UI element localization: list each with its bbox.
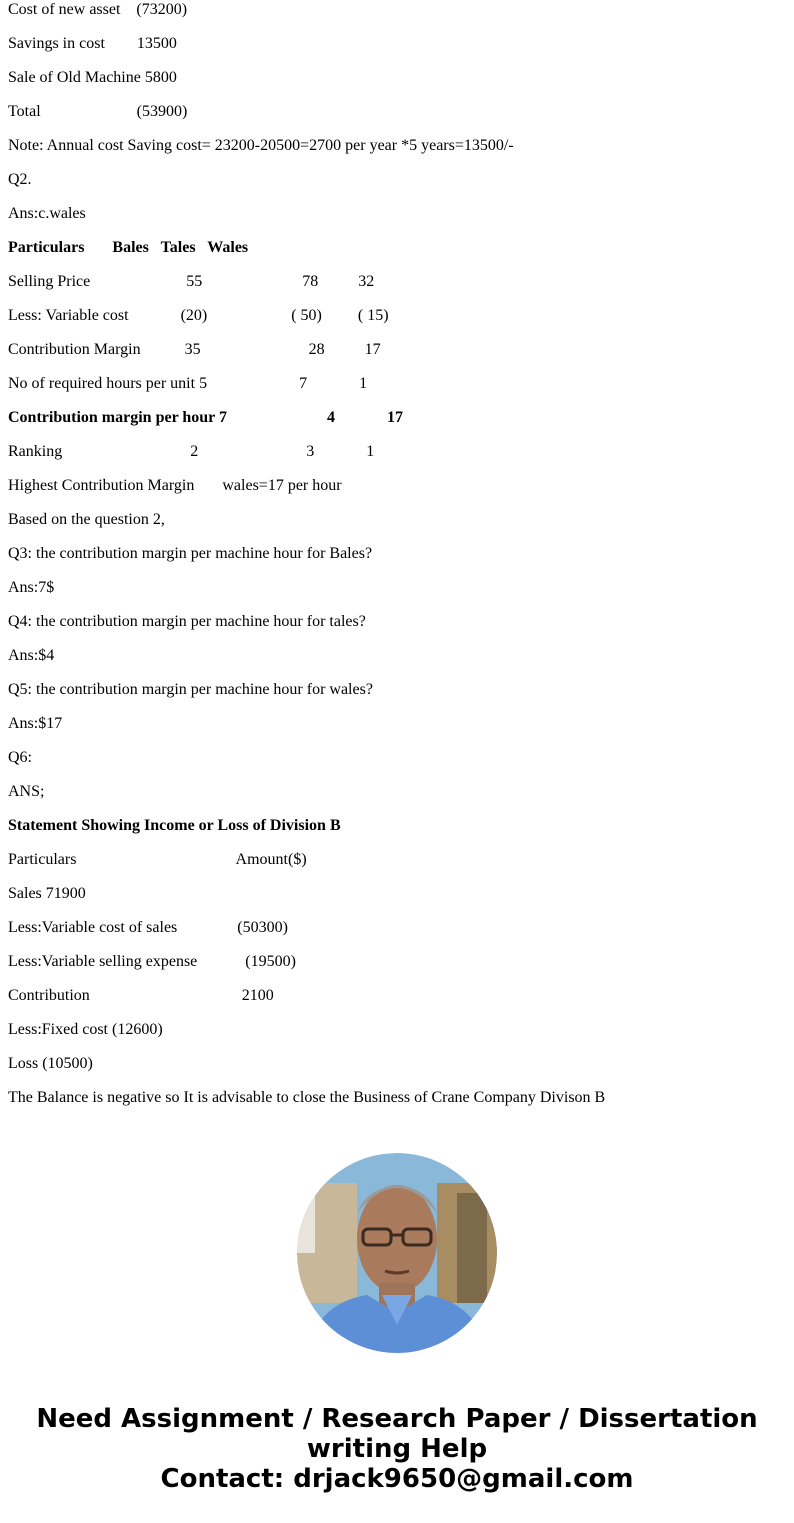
- table-row: Selling Price 55 78 32: [8, 273, 375, 290]
- table-row: Less:Variable cost of sales (50300): [8, 919, 288, 936]
- table-row: Less: Variable cost (20) ( 50) ( 15): [8, 307, 389, 324]
- table-row: Sales 71900: [8, 885, 86, 902]
- footer-promo: [0, 1404, 794, 1494]
- text-line: Savings in cost 13500: [8, 35, 177, 52]
- text-line: Ans:c.wales: [8, 205, 86, 222]
- footer-line-1: Need Assignment / Research Paper / Dissertation: [36, 1404, 758, 1434]
- conclusion-text: The Balance is negative so It is advisable to close the Business of Crane Company Divison B: [8, 1089, 606, 1106]
- table-row: Ranking 2 3 1: [8, 443, 375, 460]
- text-line: Total (53900): [8, 103, 188, 120]
- table-row: Contribution 2100: [8, 987, 274, 1004]
- table-row: Loss (10500): [8, 1055, 93, 1072]
- avatar: [297, 1153, 497, 1353]
- text-line: Highest Contribution Margin wales=17 per hour: [8, 477, 342, 494]
- table-header: Particulars Bales Tales Wales: [8, 239, 249, 256]
- table-row: Less:Variable selling expense (19500): [8, 953, 296, 970]
- table-row: Contribution margin per hour 7 4 17: [8, 409, 403, 426]
- text-line: Q3: the contribution margin per machine hour for Bales?: [8, 545, 373, 562]
- text-line: Note: Annual cost Saving cost= 23200-20500=2700 per year *5 years=13500/-: [8, 137, 514, 154]
- table-row: Contribution Margin 35 28 17: [8, 341, 381, 358]
- statement-title: Statement Showing Income or Loss of Division B: [8, 817, 341, 834]
- footer-line-2: writing Help: [306, 1434, 488, 1464]
- table-row: No of required hours per unit 5 7 1: [8, 375, 368, 392]
- text-line: Ans:$4: [8, 647, 55, 664]
- text-line: Q6:: [8, 749, 32, 766]
- text-line: Q4: the contribution margin per machine hour for tales?: [8, 613, 366, 630]
- text-line: Ans:$17: [8, 715, 63, 732]
- text-line: Cost of new asset (73200): [8, 1, 188, 18]
- text-line: Based on the question 2,: [8, 511, 165, 528]
- text-line: ANS;: [8, 783, 45, 800]
- footer-contact: Contact: drjack9650@gmail.com: [160, 1464, 634, 1494]
- person-photo-icon: [297, 1153, 497, 1353]
- text-line: Q2.: [8, 171, 32, 188]
- text-line: Q5: the contribution margin per machine hour for wales?: [8, 681, 373, 698]
- text-line: Sale of Old Machine 5800: [8, 69, 177, 86]
- text-line: Ans:7$: [8, 579, 55, 596]
- table-header: Particulars Amount($): [8, 851, 307, 868]
- table-row: Less:Fixed cost (12600): [8, 1021, 163, 1038]
